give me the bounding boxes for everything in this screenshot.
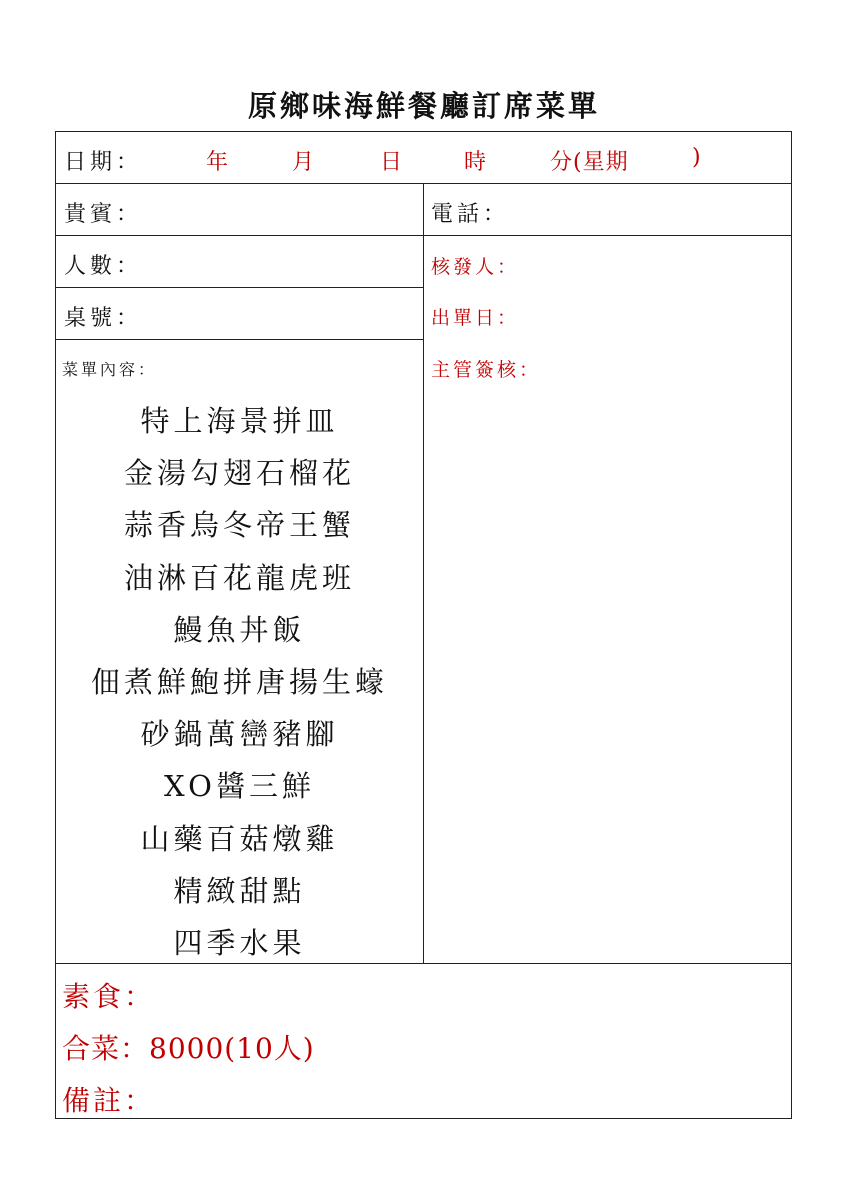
issue-date-field[interactable]: 出單日：: [431, 307, 520, 329]
date-year[interactable]: 年: [206, 150, 229, 175]
set-price-field[interactable]: 合菜：8000(10人): [62, 1032, 315, 1065]
date-label: 日期：: [64, 150, 143, 175]
menu-item: 精緻甜點: [173, 873, 306, 908]
date-close-paren: ): [692, 145, 701, 170]
menu-item: 特上海景拼皿: [140, 404, 339, 438]
vegetarian-field[interactable]: 素食：: [62, 980, 156, 1013]
divider-headcount-row: [55, 287, 423, 288]
menu-item: XO醬三鮮: [164, 769, 315, 804]
menu-content-label: 菜單內容：: [62, 360, 158, 379]
phone-field[interactable]: 電話：: [431, 202, 510, 227]
menu-item: 鰻魚丼飯: [173, 612, 306, 647]
menu-item: 油淋百花龍虎班: [123, 560, 355, 595]
issuer-field[interactable]: 核發人：: [431, 256, 520, 278]
menu-item: 砂鍋萬巒豬腳: [140, 717, 339, 752]
menu-item: 金湯勾翅石榴花: [123, 456, 355, 491]
supervisor-signoff-field[interactable]: 主管簽核：: [431, 359, 542, 381]
table-number-field[interactable]: 桌號：: [64, 306, 143, 331]
date-month[interactable]: 月: [292, 150, 315, 175]
remarks-field[interactable]: 備註：: [62, 1084, 156, 1117]
date-minute-weekday[interactable]: 分(星期: [550, 150, 629, 175]
column-divider: [423, 183, 424, 963]
headcount-field[interactable]: 人數：: [64, 254, 143, 279]
divider-table-row: [55, 339, 423, 340]
menu-item: 蒜香烏冬帝王蟹: [123, 508, 355, 543]
menu-item: 山藥百菇燉雞: [140, 821, 339, 856]
date-hour[interactable]: 時: [464, 150, 487, 175]
menu-item: 佃煮鮮鮑拼唐揚生蠔: [90, 665, 388, 700]
menu-item: 四季水果: [173, 926, 306, 961]
menu-list: [57, 395, 422, 969]
date-day[interactable]: 日: [380, 150, 403, 175]
page-title: 原鄉味海鮮餐廳訂席菜單: [247, 89, 600, 123]
guest-field[interactable]: 貴賓：: [64, 202, 143, 227]
